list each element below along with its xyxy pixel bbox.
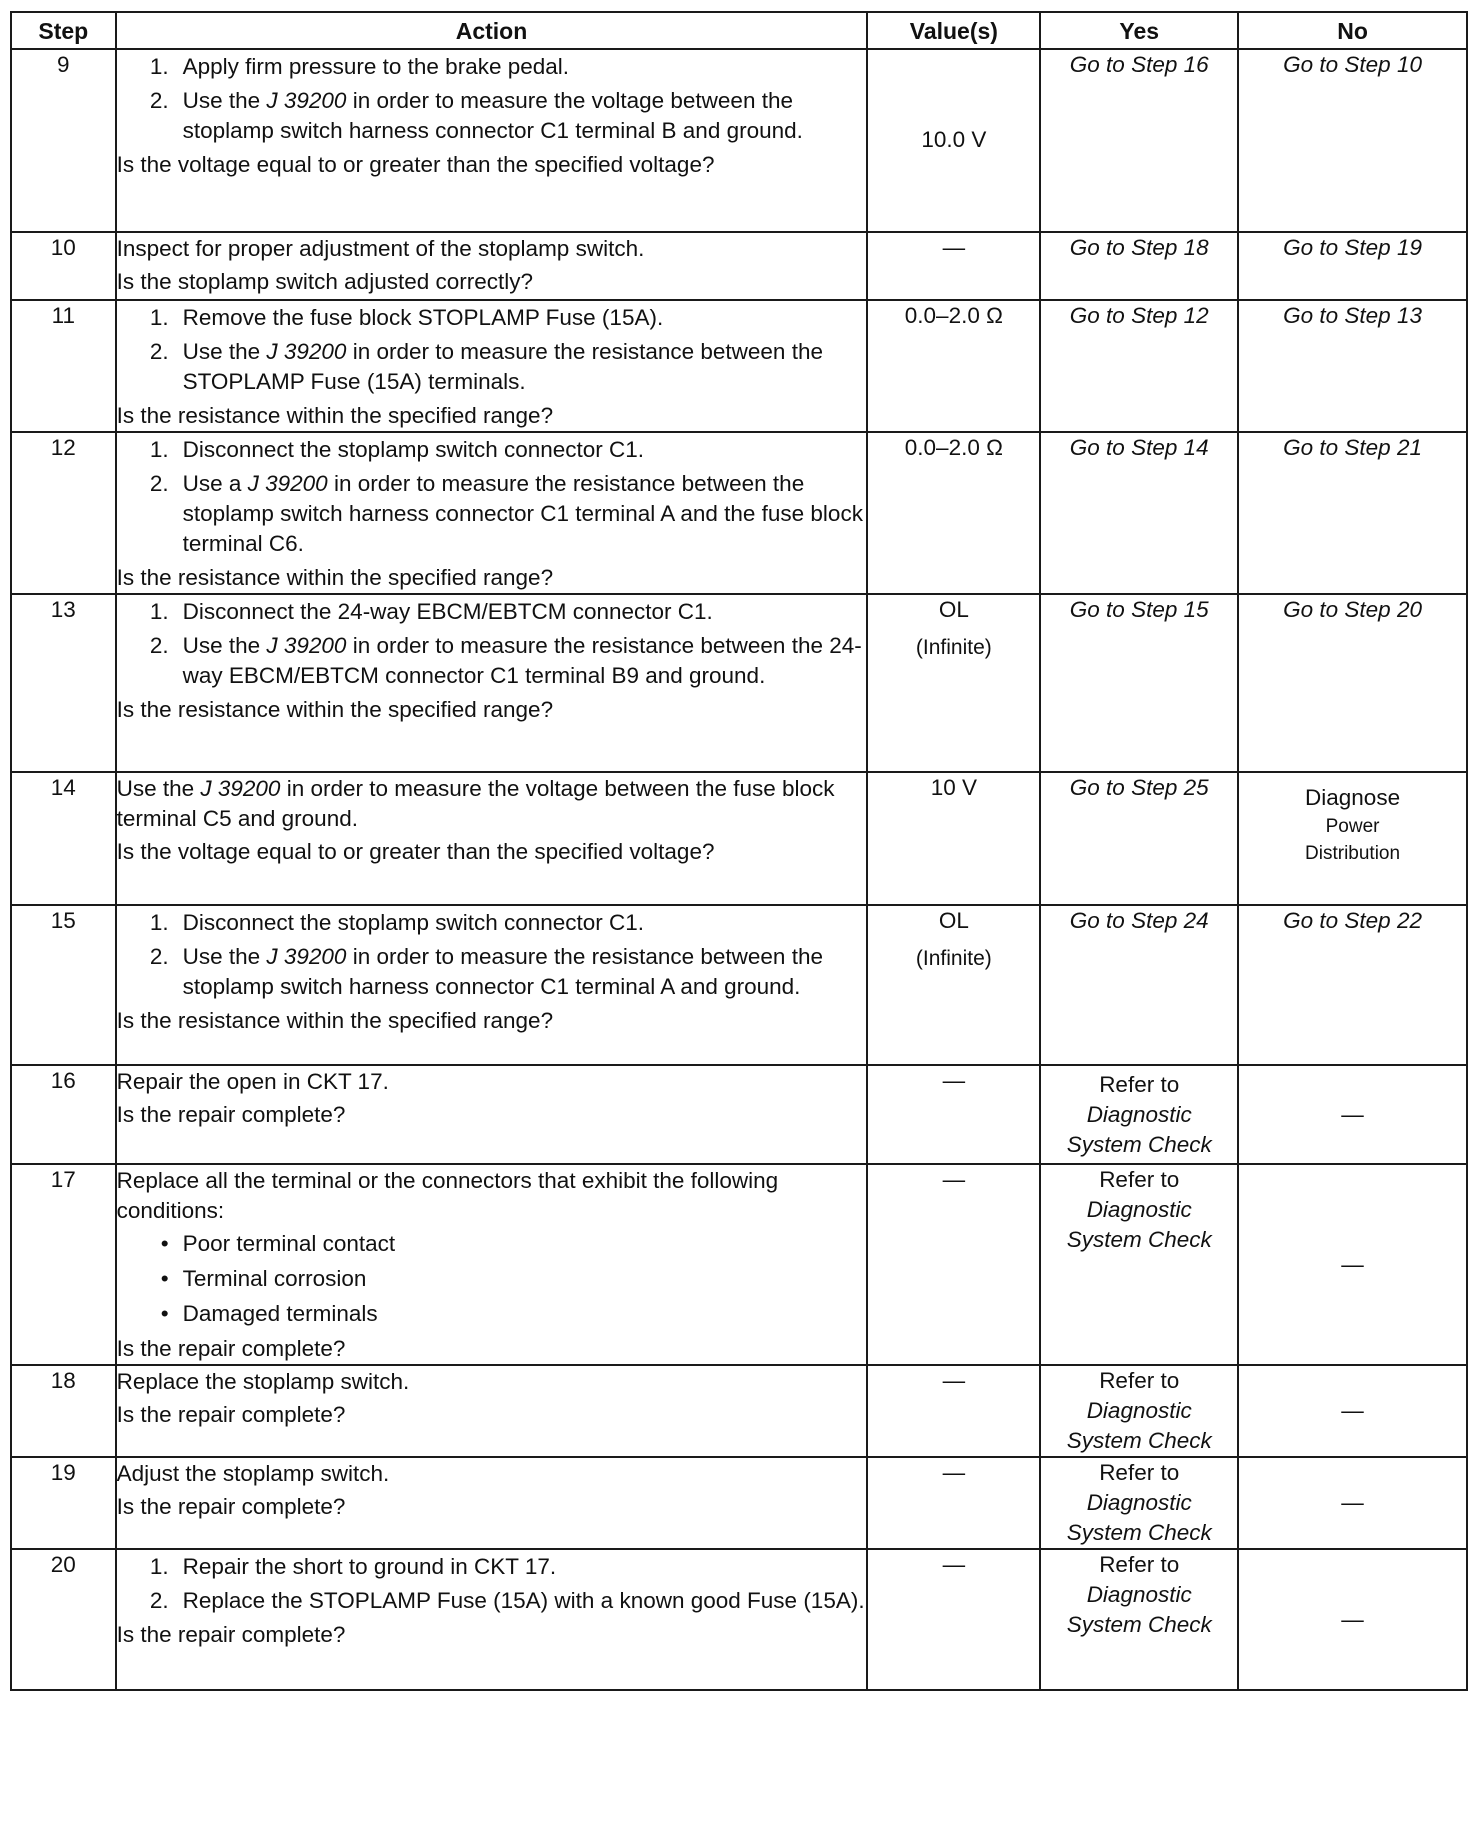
- question-text: Is the voltage equal to or greater than the specified voltage?: [116, 839, 715, 864]
- tool-name: J 39200: [266, 339, 347, 364]
- table-row-step-15: [11, 905, 1467, 1065]
- action-step-item: [117, 469, 867, 559]
- no-goto: Go to Step 10: [1238, 49, 1467, 232]
- tool-name: J 39200: [266, 633, 347, 658]
- table-row-step-17: [11, 1164, 1467, 1365]
- action-text: Inspect for proper adjustment of the stoplamp switch.: [116, 236, 645, 261]
- step-number: 20: [11, 1549, 116, 1690]
- table-row-step-18: [11, 1365, 1467, 1457]
- action-step-item: [117, 435, 867, 465]
- item-number: 2.: [149, 339, 169, 364]
- item-text-pre: Use the: [182, 944, 267, 969]
- bullet-icon: •: [160, 1231, 169, 1256]
- no-line-2: Power: [1325, 816, 1380, 837]
- yes-goto: Go to Step 15: [1040, 594, 1238, 772]
- yes-refer-to-diagnostic-system-check: [1040, 1365, 1238, 1457]
- action-cell: [116, 1365, 868, 1457]
- tool-name: J 39200: [247, 471, 328, 496]
- no-value: —: [1238, 1549, 1467, 1690]
- no-goto: Go to Step 21: [1238, 432, 1467, 594]
- diagnostic-table: [10, 11, 1468, 1691]
- yes-refer-to-diagnostic-system-check: [1040, 1164, 1238, 1365]
- value-cell: —: [867, 1065, 1040, 1164]
- refer-line-3: System Check: [1066, 1520, 1212, 1545]
- item-number: 1.: [149, 305, 169, 330]
- action-cell: [116, 1549, 868, 1690]
- table-row-step-12: [11, 432, 1467, 594]
- value-cell: 0.0–2.0 Ω: [867, 300, 1040, 432]
- header-row: [11, 12, 1467, 49]
- item-number: 1.: [149, 599, 169, 624]
- refer-line-3: System Check: [1066, 1428, 1212, 1453]
- bullet-text: Poor terminal contact: [182, 1231, 396, 1256]
- table-row-step-20: [11, 1549, 1467, 1690]
- refer-line-2: Diagnostic: [1086, 1197, 1192, 1222]
- tool-name: J 39200: [266, 88, 347, 113]
- list-item: [117, 1264, 867, 1294]
- item-text: [183, 469, 867, 559]
- header-no: No: [1238, 12, 1467, 49]
- table-row-step-13: [11, 594, 1467, 772]
- question-text: Is the repair complete?: [116, 1494, 346, 1519]
- header-action: Action: [116, 12, 868, 49]
- refer-line-2: Diagnostic: [1086, 1398, 1192, 1423]
- question-text: Is the stoplamp switch adjusted correctly?: [116, 269, 534, 294]
- table-row-step-10: [11, 232, 1467, 300]
- item-number: 2.: [149, 944, 169, 969]
- step-number: 10: [11, 232, 116, 300]
- list-item: [117, 1299, 867, 1329]
- table-row-step-16: [11, 1065, 1467, 1164]
- action-cell: [116, 1457, 868, 1549]
- no-diagnose-power-distribution: [1238, 772, 1467, 905]
- no-line-3: Distribution: [1305, 843, 1401, 864]
- item-number: 1.: [149, 1554, 169, 1579]
- refer-line-1: Refer to: [1099, 1460, 1180, 1485]
- action-text-pre: Use the: [116, 776, 201, 801]
- action-step-item: [117, 908, 867, 938]
- yes-goto: Go to Step 14: [1040, 432, 1238, 594]
- action-cell: [116, 300, 868, 432]
- action-step-item: [117, 337, 867, 397]
- step-number: 18: [11, 1365, 116, 1457]
- refer-line-3: System Check: [1066, 1612, 1212, 1637]
- table-row-step-14: [11, 772, 1467, 905]
- tool-name: J 39200: [266, 944, 347, 969]
- no-value: —: [1238, 1457, 1467, 1549]
- action-cell: [116, 772, 868, 905]
- value-cell: 10.0 V: [867, 49, 1040, 232]
- yes-goto: Go to Step 25: [1040, 772, 1238, 905]
- value-cell: —: [867, 1457, 1040, 1549]
- header-values: Value(s): [867, 12, 1040, 49]
- question-text: Is the resistance within the specified range?: [116, 403, 554, 428]
- header-yes: Yes: [1040, 12, 1238, 49]
- refer-line-2: Diagnostic: [1086, 1101, 1192, 1127]
- action-text: [117, 774, 867, 834]
- header-step: Step: [11, 12, 116, 49]
- refer-line-3: System Check: [1066, 1227, 1212, 1252]
- item-text: Disconnect the stoplamp switch connector C1.: [182, 437, 645, 462]
- action-step-item: [117, 631, 867, 691]
- list-item: [117, 1229, 867, 1259]
- item-text: Replace the STOPLAMP Fuse (15A) with a known good Fuse (15A).: [182, 1588, 865, 1613]
- bullet-icon: •: [160, 1301, 169, 1326]
- action-text: Replace the stoplamp switch.: [116, 1369, 410, 1394]
- no-goto: Go to Step 19: [1238, 232, 1467, 300]
- item-text: Disconnect the stoplamp switch connector C1.: [182, 910, 645, 935]
- item-text: [183, 337, 867, 397]
- yes-refer-to-diagnostic-system-check: [1040, 1549, 1238, 1690]
- step-number: 9: [11, 49, 116, 232]
- item-text-post: in order to measure the voltage between the stoplamp switch harness connector C1 terminal B and ground.: [182, 88, 803, 143]
- yes-goto: Go to Step 24: [1040, 905, 1238, 1065]
- action-step-item: [117, 1552, 867, 1582]
- value-cell: [867, 594, 1040, 772]
- action-cell: [116, 594, 868, 772]
- item-number: 1.: [149, 910, 169, 935]
- no-value: —: [1238, 1365, 1467, 1457]
- question-text: Is the voltage equal to or greater than the specified voltage?: [116, 152, 715, 177]
- item-text-pre: Use the: [182, 633, 267, 658]
- value-cell: —: [867, 1365, 1040, 1457]
- bullet-text: Terminal corrosion: [182, 1266, 367, 1291]
- value-cell: —: [867, 232, 1040, 300]
- action-cell: [116, 1164, 868, 1365]
- step-number: 15: [11, 905, 116, 1065]
- value-cell: 0.0–2.0 Ω: [867, 432, 1040, 594]
- bullet-text: Damaged terminals: [182, 1301, 378, 1326]
- item-text: Repair the short to ground in CKT 17.: [182, 1554, 557, 1579]
- action-cell: [116, 232, 868, 300]
- step-number: 16: [11, 1065, 116, 1164]
- action-cell: [116, 1065, 868, 1164]
- item-text: [183, 86, 867, 146]
- step-number: 19: [11, 1457, 116, 1549]
- yes-refer-to-diagnostic-system-check: [1040, 1065, 1238, 1164]
- no-value: —: [1238, 1164, 1467, 1365]
- action-text: Adjust the stoplamp switch.: [116, 1461, 390, 1486]
- value-line-2: (Infinite): [915, 947, 992, 970]
- no-line-1: Diagnose: [1305, 785, 1401, 810]
- no-goto: Go to Step 22: [1238, 905, 1467, 1065]
- item-number: 1.: [149, 54, 169, 79]
- step-number: 11: [11, 300, 116, 432]
- action-step-item: [117, 1586, 867, 1616]
- item-number: 2.: [149, 633, 169, 658]
- refer-line-3: System Check: [1066, 1131, 1212, 1157]
- action-step-item: [117, 303, 867, 333]
- action-text: Repair the open in CKT 17.: [116, 1069, 389, 1094]
- refer-line-1: Refer to: [1099, 1552, 1180, 1577]
- item-text: [183, 631, 867, 691]
- action-cell: [116, 905, 868, 1065]
- value-cell: 10 V: [867, 772, 1040, 905]
- refer-line-1: Refer to: [1099, 1071, 1180, 1097]
- bullet-icon: •: [160, 1266, 169, 1291]
- step-number: 12: [11, 432, 116, 594]
- diagnostic-table-container: [10, 11, 1468, 1691]
- table-row-step-11: [11, 300, 1467, 432]
- item-text-post: in order to measure the resistance between the stoplamp switch harness connector C1 terminal A and ground.: [182, 944, 823, 999]
- item-text-pre: Use the: [182, 88, 267, 113]
- action-cell: [116, 432, 868, 594]
- item-number: 2.: [149, 471, 169, 496]
- step-number: 14: [11, 772, 116, 905]
- question-text: Is the resistance within the specified range?: [116, 565, 554, 590]
- question-text: Is the repair complete?: [116, 1622, 346, 1647]
- tool-name: J 39200: [200, 776, 281, 801]
- item-text-post: in order to measure the resistance between the stoplamp switch harness connector C1 terminal A and the fuse block terminal C6.: [182, 471, 863, 556]
- no-goto: Go to Step 20: [1238, 594, 1467, 772]
- item-text: [183, 942, 867, 1002]
- item-number: 2.: [149, 1588, 169, 1613]
- refer-line-2: Diagnostic: [1086, 1582, 1192, 1607]
- question-text: Is the repair complete?: [116, 1336, 346, 1361]
- item-number: 2.: [149, 88, 169, 113]
- question-text: Is the repair complete?: [116, 1102, 346, 1127]
- table-row-step-9: [11, 49, 1467, 232]
- refer-line-2: Diagnostic: [1086, 1490, 1192, 1515]
- value-cell: [867, 905, 1040, 1065]
- action-step-item: [117, 86, 867, 146]
- question-text: Is the resistance within the specified range?: [116, 1008, 554, 1033]
- item-text-post: in order to measure the resistance between the STOPLAMP Fuse (15A) terminals.: [182, 339, 823, 394]
- action-text: Replace all the terminal or the connectors that exhibit the following conditions:: [116, 1168, 779, 1223]
- item-text-pre: Use the: [182, 339, 267, 364]
- item-text: Remove the fuse block STOPLAMP Fuse (15A).: [182, 305, 664, 330]
- table-row-step-19: [11, 1457, 1467, 1549]
- yes-goto: Go to Step 12: [1040, 300, 1238, 432]
- yes-goto: Go to Step 18: [1040, 232, 1238, 300]
- value-line: OL: [938, 908, 969, 933]
- yes-refer-to-diagnostic-system-check: [1040, 1457, 1238, 1549]
- item-text: Apply firm pressure to the brake pedal.: [182, 54, 570, 79]
- action-step-item: [117, 52, 867, 82]
- refer-line-1: Refer to: [1099, 1368, 1180, 1393]
- refer-line-1: Refer to: [1099, 1167, 1180, 1192]
- item-number: 1.: [149, 437, 169, 462]
- step-number: 13: [11, 594, 116, 772]
- question-text: Is the repair complete?: [116, 1402, 346, 1427]
- action-step-item: [117, 942, 867, 1002]
- value-cell: —: [867, 1549, 1040, 1690]
- no-value: —: [1238, 1065, 1467, 1164]
- action-step-item: [117, 597, 867, 627]
- step-number: 17: [11, 1164, 116, 1365]
- item-text: Disconnect the 24-way EBCM/EBTCM connector C1.: [182, 599, 713, 624]
- action-cell: [116, 49, 868, 232]
- no-goto: Go to Step 13: [1238, 300, 1467, 432]
- value-line-2: (Infinite): [915, 636, 992, 659]
- value-cell: —: [867, 1164, 1040, 1365]
- action-text-post: in order to measure the voltage between the fuse block terminal C5 and ground.: [116, 776, 835, 831]
- value-line: OL: [938, 597, 969, 622]
- question-text: Is the resistance within the specified range?: [116, 697, 554, 722]
- yes-goto: Go to Step 16: [1040, 49, 1238, 232]
- item-text-pre: Use a: [182, 471, 248, 496]
- item-text-post: in order to measure the resistance between the 24-way EBCM/EBTCM connector C1 terminal B9 and ground.: [182, 633, 862, 688]
